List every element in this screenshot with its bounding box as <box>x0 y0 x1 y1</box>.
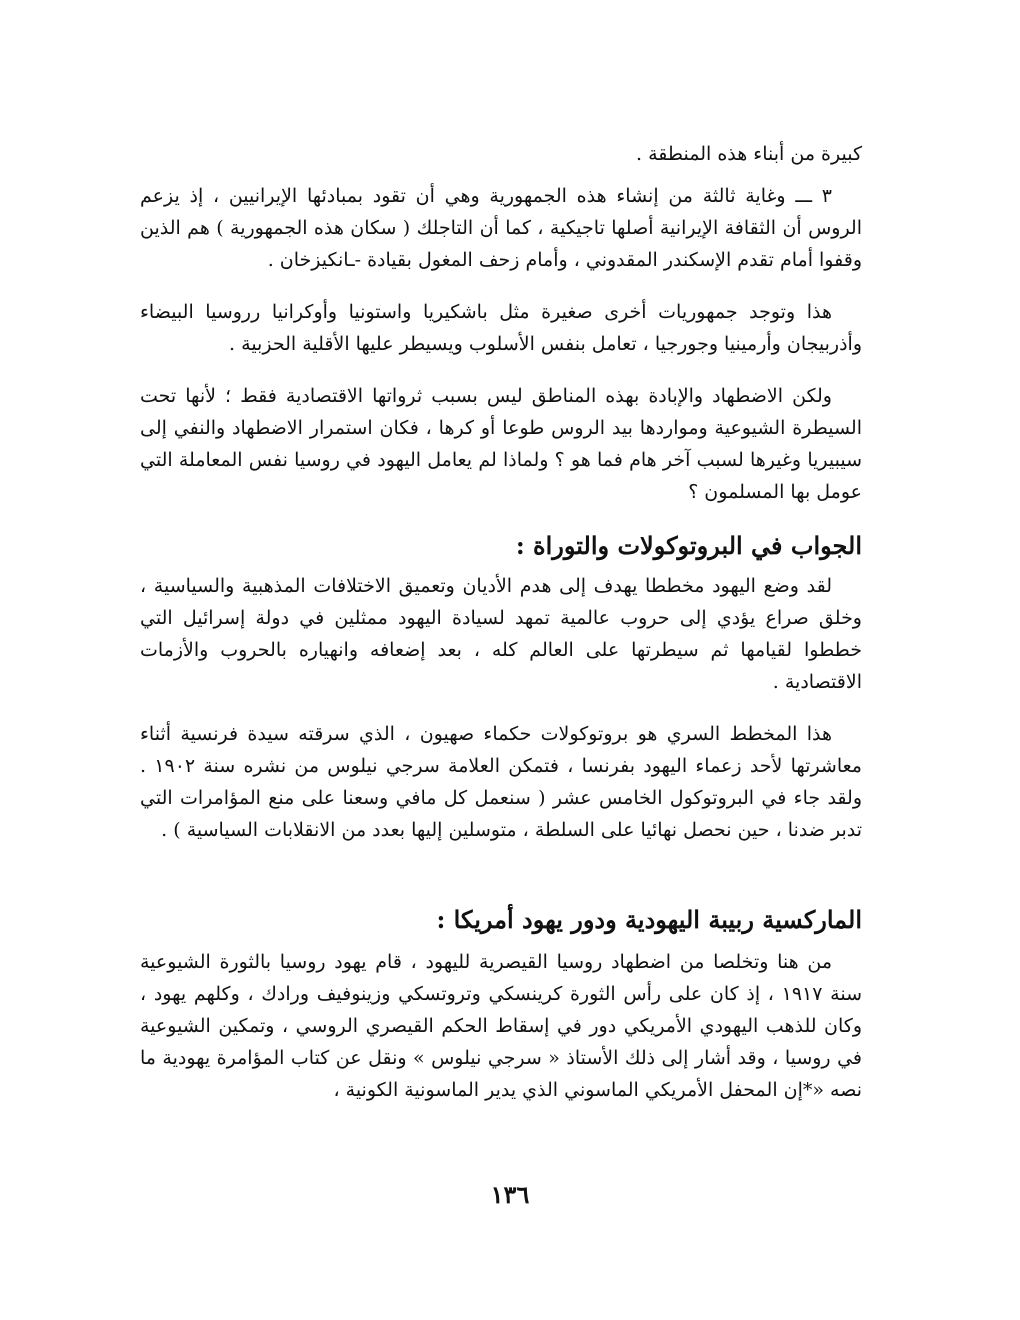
paragraph-communist-revolution: من هنا وتخلصا من اضطهاد روسيا القيصرية لليهود ، قام يهود روسيا بالثورة الشيوعية سنة ١٩١٧ ، إذ كان على رأس الثورة كرينسكي وتروتسكي وزينوفيف ورادك ، وكلهم يهود ، وكان للذهب اليهودي الأمريكي دور في إسقاط الحكم القيصري الروسي ، وتمكين الشيوعية في روسيا ، وقد أشار إلى ذلك الأستاذ « سرجي نيلوس » ونقل عن كتاب المؤامرة يهودية ما نصه «*إن المحفل الأمريكي الماسوني الذي يدير الماسونية الكونية ، <box>140 951 862 1101</box>
page-number: ١٣٦ <box>490 1180 530 1209</box>
paragraph-other-republics: هذا وتوجد جمهوريات أخرى صغيرة مثل باشكيريا واستونيا وأوكرانيا رروسيا البيضاء وأذربيجان وأرمينيا وجورجيا ، تعامل بنفس الأسلوب ويسيطر عليها الأقلية الحزبية . <box>140 301 862 355</box>
paragraph-continuation: كبيرة من أبناء هذه المنطقة . <box>636 143 862 165</box>
section-heading-answer: الجواب في البروتوكولات والتوراة : <box>515 531 862 560</box>
paragraph-jewish-plan: لقد وضع اليهود مخططا يهدف إلى هدم الأديان وتعميق الاختلافات المذهبية والسياسية ، وخلق صراع يؤدي إلى حروب عالمية تمهد لسيادة اليهود ممثلين في دولة إسرائيل التي خططوا لقيامها ثم سيطرتها على العالم كله ، بعد إضعافه وانهياره بالحروب والأزمات الاقتصادية . <box>140 575 862 693</box>
section-heading-marxism: الماركسية ربيبة اليهودية ودور يهود أمريكا : <box>436 905 862 934</box>
paragraph-secret-plan: هذا المخطط السري هو بروتوكولات حكماء صهيون ، الذي سرقته سيدة فرنسية أثناء معاشرتها لأحد زعماء اليهود بفرنسا ، فتمكن العلامة سرجي نيلوس من نشره سنة ١٩٠٢ . ولقد جاء في البروتوكول الخامس عشر ( سنعمل كل مافي وسعنا على منع المؤامرات التي تدبر ضدنا ، حين نحصل نهائيا على السلطة ، متوسلين إليها بعدد من الانقلابات السياسية ) . <box>140 723 862 841</box>
paragraph-persecution-question: ولكن الاضطهاد والإبادة بهذه المناطق ليس بسبب ثرواتها الاقتصادية فقط ؛ لأنها تحت السيطرة الشيوعية ومواردها بيد الروس طوعا أو كرها ، فكان استمرار الاضطهاد والنفي إلى سيبيريا وغيرها لسبب آخر هام فما هو ؟ ولماذا لم يعامل اليهود في روسيا نفس المعاملة التي عومل بها المسلمون ؟ <box>140 385 862 503</box>
paragraph-third-goal: ٣ ـــ وغاية ثالثة من إنشاء هذه الجمهورية وهي أن تقود بمبادئها الإيرانيين ، إذ يزعم الروس أن الثقافة الإيرانية أصلها تاجيكية ، كما أن التاجلك ( سكان هذه الجمهورية ) هم الذين وقفوا أمام تقدم الإسكندر المقدوني ، وأمام زحف المغول بقيادة -ـانكيزخان . <box>140 185 862 271</box>
